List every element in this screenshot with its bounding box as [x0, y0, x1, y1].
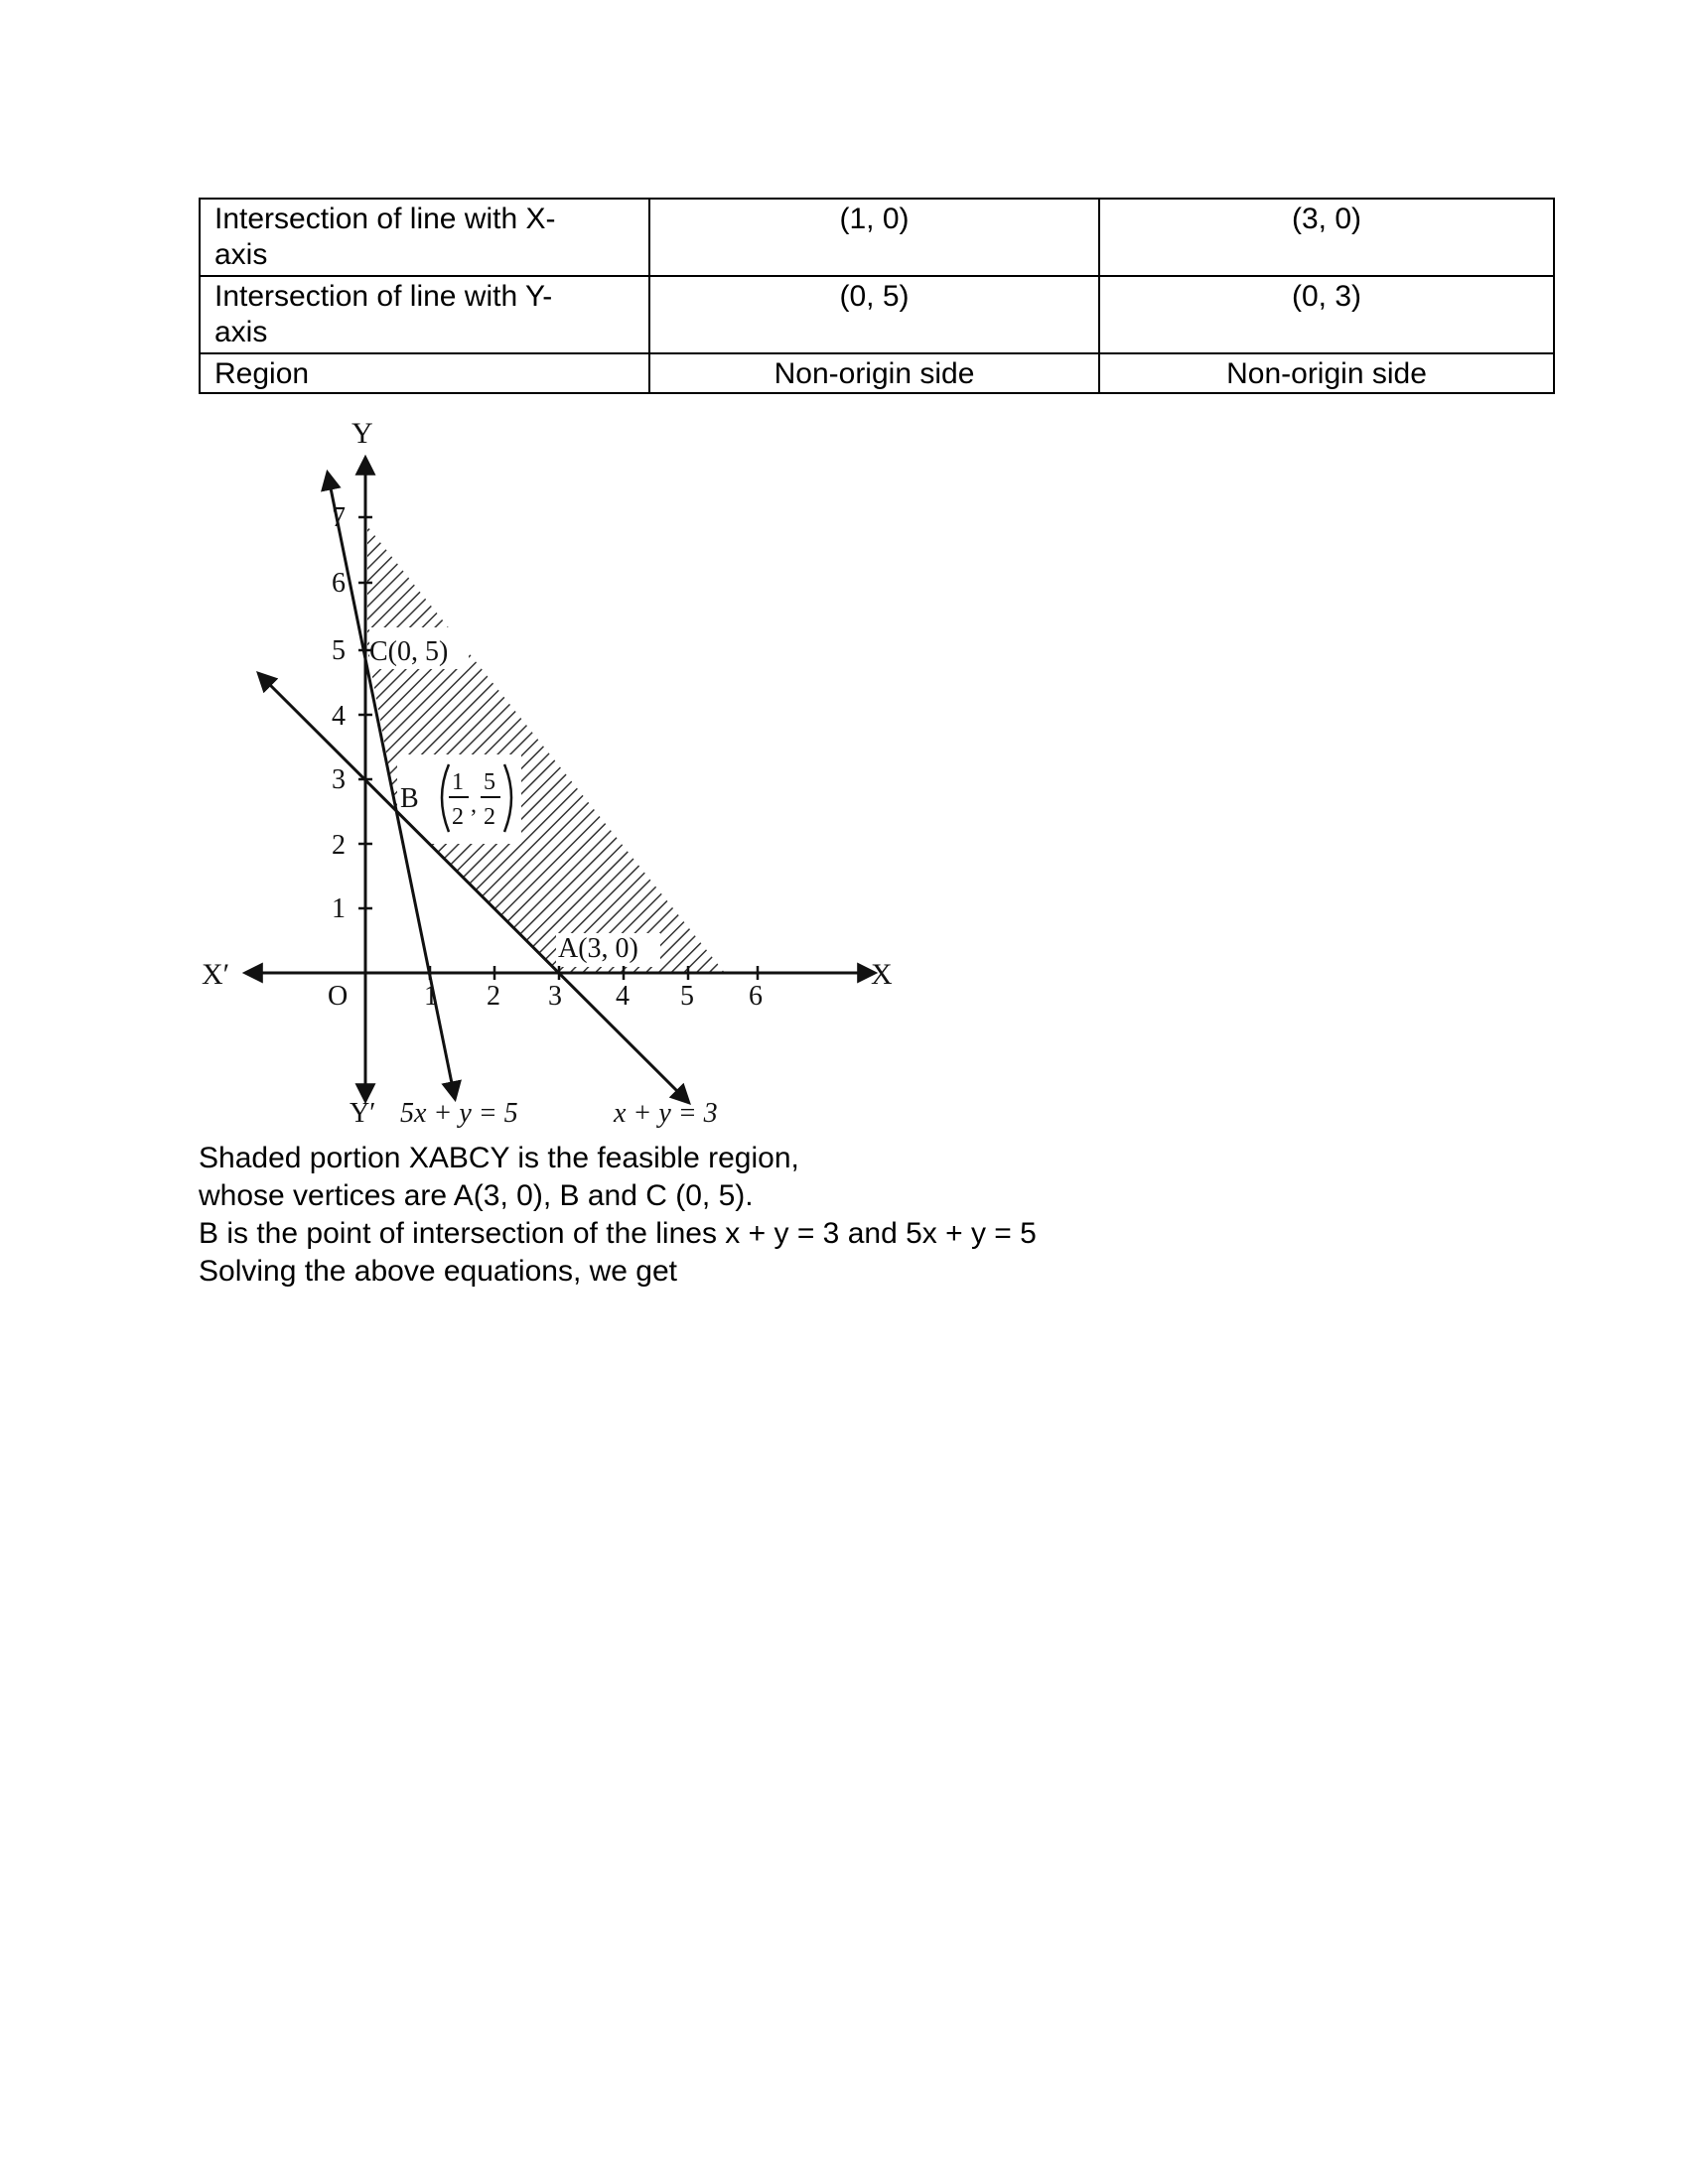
svg-text:1: 1 [424, 981, 438, 1012]
text-line: Solving the above equations, we get [199, 1255, 678, 1288]
svg-text:6: 6 [332, 568, 346, 599]
row-label-y-intersection: Intersection of line with Y- axis [200, 276, 649, 353]
svg-text:5: 5 [484, 769, 495, 795]
svg-text:3: 3 [548, 981, 562, 1012]
point-a-label: A(3, 0) [558, 933, 638, 964]
svg-text:3: 3 [332, 764, 346, 795]
cell-line2-x-intersection: (3, 0) [1099, 199, 1554, 276]
svg-text:2: 2 [487, 981, 500, 1012]
svg-text:1: 1 [332, 893, 346, 924]
row-label-x-intersection: Intersection of line with X- axis [200, 199, 649, 276]
svg-text:4: 4 [616, 981, 630, 1012]
cell-line1-y-intersection: (0, 5) [649, 276, 1099, 353]
line-label-5x-plus-y: 5x + y = 5 [400, 1098, 518, 1129]
svg-text:7: 7 [332, 502, 346, 533]
cell-line2-region: Non-origin side [1099, 353, 1554, 393]
shaded-region [367, 526, 725, 973]
svg-text:5: 5 [680, 981, 694, 1012]
origin-label: O [328, 981, 349, 1012]
svg-text:2: 2 [332, 830, 346, 861]
point-c-label: C(0, 5) [369, 636, 449, 667]
svg-text:5: 5 [332, 635, 346, 666]
text-line: Shaded portion XABCY is the feasible region, [199, 1142, 799, 1174]
y-neg-axis-label: Y′ [350, 1098, 376, 1129]
svg-text:B: B [400, 783, 419, 814]
text-line: whose vertices are A(3, 0), B and C (0, 5). [199, 1179, 754, 1212]
y-tick-labels [332, 502, 346, 924]
cell-line1-region: Non-origin side [649, 353, 1099, 393]
explanation-text [199, 1140, 1037, 1291]
cell-line2-y-intersection: (0, 3) [1099, 276, 1554, 353]
row-label-region: Region [200, 353, 649, 393]
text-line: B is the point of intersection of the lines x + y = 3 and 5x + y = 5 [199, 1217, 1037, 1250]
x-axis-label: X [871, 958, 893, 991]
svg-text:,: , [471, 792, 477, 818]
svg-text:2: 2 [484, 804, 495, 830]
line-label-x-plus-y: x + y = 3 [614, 1098, 718, 1129]
svg-text:6: 6 [749, 981, 763, 1012]
svg-text:2: 2 [452, 804, 464, 830]
svg-text:1: 1 [452, 769, 464, 795]
y-axis-label: Y [352, 417, 373, 450]
svg-text:4: 4 [332, 701, 346, 732]
x-neg-axis-label: X′ [202, 958, 230, 991]
cell-line1-x-intersection: (1, 0) [649, 199, 1099, 276]
